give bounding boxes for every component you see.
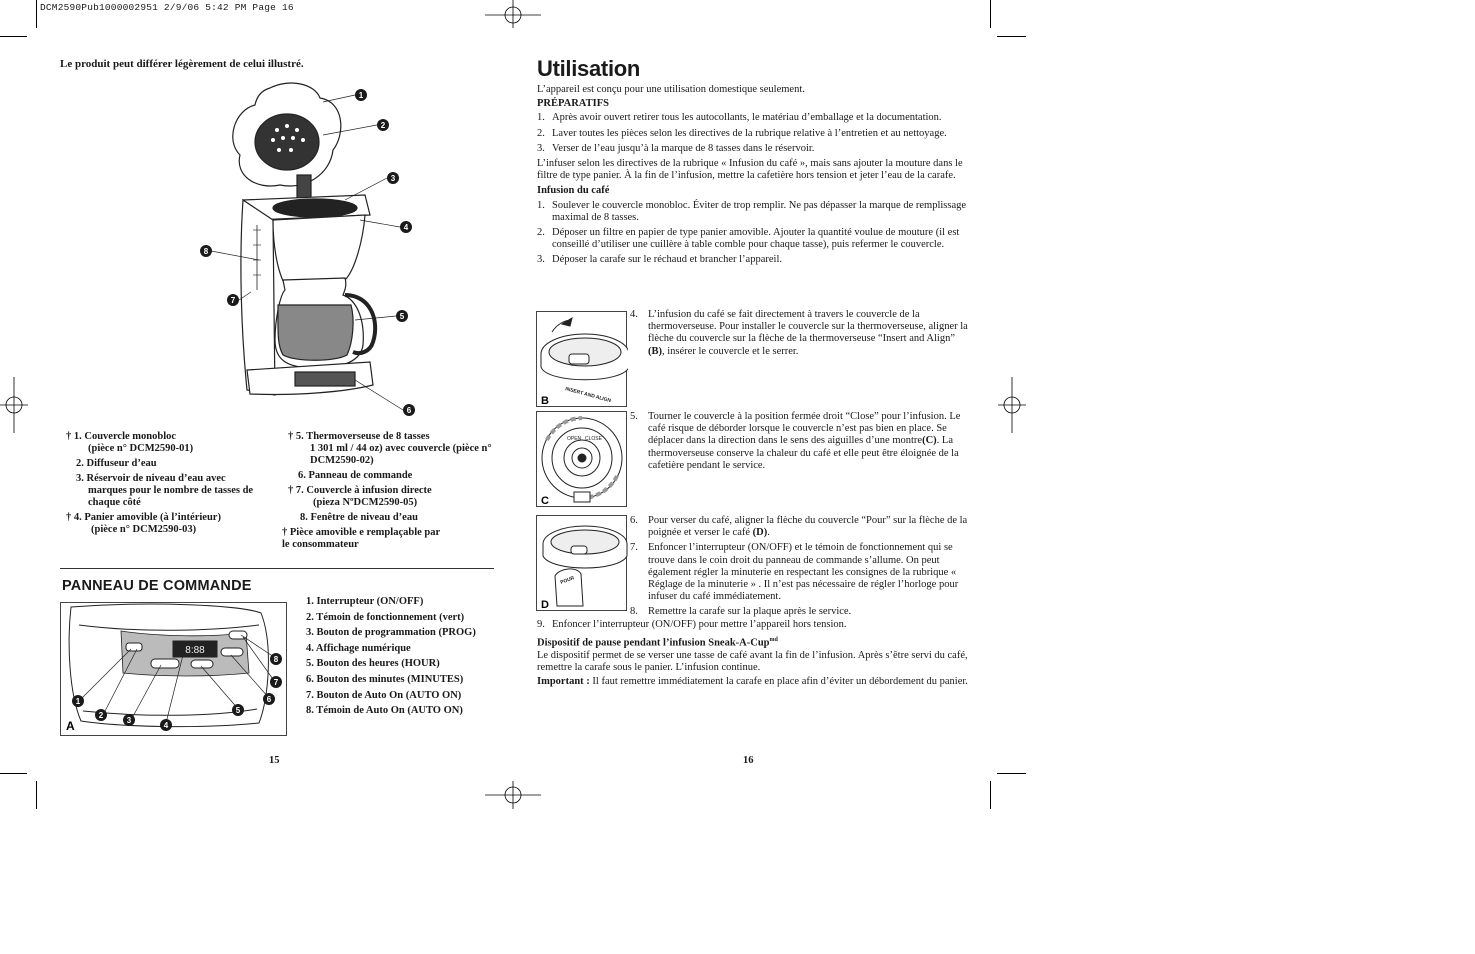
parts-list-left (66, 431, 276, 539)
figure-c (536, 411, 627, 507)
svg-text:C: C (541, 495, 549, 507)
page-title: Utilisation (537, 56, 641, 81)
prep-step-3: 3. Verser de l’eau jusqu’à la marque de 8 tasses dans le réservoir. (537, 142, 815, 154)
svg-text:7: 7 (273, 678, 279, 687)
svg-text:2: 2 (98, 711, 104, 720)
step-6: 6. Pour verser du café, aligner la flèche du couvercle “Pour” sur la flèche de la poignée et verser le café (D). (630, 515, 968, 539)
svg-text:1: 1 (358, 91, 364, 100)
disclaimer: Le produit peut différer légèrement de celui illustré. (60, 58, 304, 70)
svg-text:2: 2 (380, 121, 386, 130)
brew-step-2: 2. Déposer un filtre en papier de type panier amovible. Ajouter la quantité voulue de mouture (il est conseillé d’utiliser une cuillère à table comble pour chaque tasse), puis refermer le couvercle. (537, 227, 960, 251)
prep-step-2: 2. Laver toutes les pièces selon les directives de la rubrique relative à l’entretien et au nettoyage. (537, 127, 947, 139)
svg-text:6: 6 (406, 406, 412, 415)
pause-heading: Dispositif de pause pendant l’infusion Sneak-A-Cup$^{md}$ (537, 637, 778, 649)
svg-text:POUR: POUR (559, 575, 576, 586)
panel-item-5: 5. Bouton des heures (HOUR) (306, 658, 440, 670)
control-panel-list (306, 594, 476, 719)
figure-b-illustration (537, 312, 628, 408)
printer-slug: DCM2590Pub1000002951 2/9/06 5:42 PM Page 16 (40, 2, 294, 13)
part-item-6: 6. Panneau de commande (298, 470, 413, 481)
svg-text:8:88: 8:88 (185, 645, 205, 656)
prep-heading: PRÉPARATIFS (537, 98, 609, 110)
intro-text: L’appareil est conçu pour une utilisation domestique seulement. (537, 84, 805, 95)
panel-item-3: 3. Bouton de programmation (PROG) (306, 627, 476, 639)
page-number-right: 16 (743, 755, 754, 766)
panel-item-2: 2. Témoin de fonctionnement (vert) (306, 611, 465, 623)
svg-text:8: 8 (203, 247, 209, 256)
prep-step-1: 1. Après avoir ouvert retirer tous les autocollants, le matériau d’emballage et la documentation. (537, 112, 942, 124)
panel-item-6: 6. Bouton des minutes (MINUTES) (306, 673, 464, 685)
panel-item-8: 8. Témoin de Auto On (AUTO ON) (306, 705, 463, 717)
figure-d-illustration (537, 516, 628, 612)
step-7: 7. Enfoncer l’interrupteur (ON/OFF) et le témoin de fonctionnement qui se trouve dans le coin droit du panneau de commande s’allume. On peut également régler la minuterie en respectant les consignes de la rubrique « Réglage de la minuterie » . Il n’est pas nécessaire de régler l’horloge pour infuser du café immédiatement. (630, 542, 959, 603)
part-item-8: 8. Fenêtre de niveau d’eau (300, 512, 418, 523)
step-5: 5. Tourner le couvercle à la position fermée droit “Close” pour l’infusion. Le café risque de déborder lorsque le couvercle n’est pas bien en place. Se déplacer dans la direction dans le sens des aiguilles d’une montre(C). La thermoverseuse conserve la chaleur du café et elle peut être éloignée de la cafetière pendant le service. (630, 411, 961, 471)
svg-text:5: 5 (399, 312, 405, 321)
svg-text:OPEN: OPEN (567, 436, 582, 442)
svg-text:4: 4 (163, 721, 169, 730)
control-panel-title: PANNEAU DE COMMANDE (62, 578, 252, 594)
instructions-bottom (537, 619, 969, 691)
figure-d (536, 515, 627, 611)
part-item-2: 2. Diffuseur d’eau (76, 458, 157, 469)
panel-item-7: 7. Bouton de Auto On (AUTO ON) (306, 689, 462, 701)
brew-step-3: 3. Déposer la carafe sur le réchaud et brancher l’appareil. (537, 254, 782, 266)
prep-paragraph: L’infuser selon les directives de la rubrique « Infusion du café », mais sans ajouter la mouture dans le filtre de type panier. À la fin de l’infusion, mettre la cafetière hors tension et jeter l’eau de la carafe. (537, 158, 963, 182)
panel-callouts (60, 602, 290, 736)
figure-c-illustration (537, 412, 628, 508)
part-item-4: † 4. Panier amovible (à l’intérieur) (pièce n° DCM2590-03) (66, 512, 221, 535)
step-9: 9. Enfoncer l’interrupteur (ON/OFF) pour mettre l’appareil hors tension. (537, 619, 847, 630)
section-divider (60, 568, 494, 569)
svg-text:CLOSE: CLOSE (585, 436, 602, 442)
parts-list-right (282, 431, 493, 551)
svg-text:INSERT AND ALIGN: INSERT AND ALIGN (564, 386, 612, 405)
instructions-top (537, 84, 969, 270)
svg-text:7: 7 (230, 296, 236, 305)
illustration-callouts (195, 80, 425, 425)
svg-text:D: D (541, 599, 549, 611)
steps-6-8 (630, 515, 968, 622)
important-note: Important : Il faut remettre immédiatement la carafe en place afin d’éviter un débordement du panier. (537, 676, 968, 688)
part-item-5: † 5. Thermoverseuse de 8 tasses 1 301 ml / 44 oz) avec couvercle (pièce n° DCM2590-02) (288, 431, 492, 466)
step-8: 8. Remettre la carafe sur la plaque après le service. (630, 606, 852, 618)
pause-paragraph: Le dispositif permet de se verser une tasse de café avant la fin de l’infusion. Après s’être servi du café, remettre la carafe sous le panier. L’infusion continue. (537, 649, 968, 674)
part-item-7: † 7. Couvercle à infusion directe (pieza NºDCM2590-05) (288, 485, 432, 508)
panel-item-1: 1. Interrupteur (ON/OFF) (306, 596, 424, 607)
panel-item-4: 4. Affichage numérique (306, 642, 411, 654)
page-number-left: 15 (269, 755, 280, 766)
svg-text:6: 6 (266, 695, 272, 704)
figure-b (536, 311, 627, 407)
svg-text:1: 1 (75, 697, 81, 706)
part-item-1: † 1. Couvercle monobloc (pièce n° DCM2590-01) (66, 431, 194, 454)
svg-text:5: 5 (235, 706, 241, 715)
step-4: 4. L’infusion du café se fait directement à travers le couvercle de la thermoverseuse. Pour installer le couvercle sur la thermoverseuse, aligner la flèche du couvercle sur la flèche de la thermoverseuse “Insert and Align” (B), insérer le couvercle et le serrer. (630, 309, 968, 357)
svg-text:B: B (541, 395, 549, 407)
removable-note: † Pièce amovible e remplaçable par le consommateur (282, 527, 441, 550)
svg-text:3: 3 (390, 174, 396, 183)
part-item-3: 3. Réservoir de niveau d’eau avec marques pour le nombre de tasses de chaque côté (76, 473, 254, 508)
svg-text:3: 3 (126, 716, 132, 725)
svg-text:8: 8 (273, 655, 279, 664)
svg-text:4: 4 (403, 223, 409, 232)
brew-step-1: 1. Soulever le couvercle monobloc. Éviter de trop remplir. Ne pas dépasser la marque de remplissage maximal de 8 tasses. (537, 199, 967, 223)
svg-text:A: A (66, 719, 75, 733)
brew-heading: Infusion du café (537, 185, 610, 197)
